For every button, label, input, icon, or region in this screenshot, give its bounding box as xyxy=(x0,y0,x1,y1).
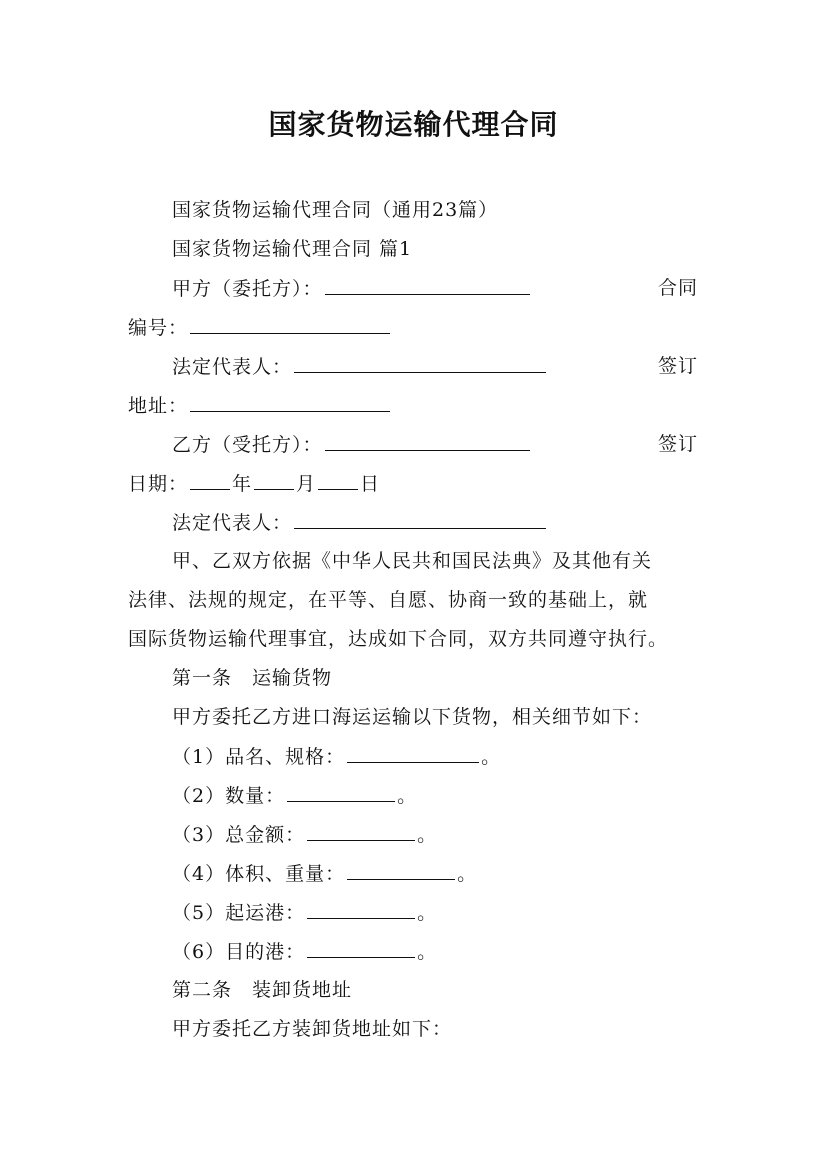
year-blank xyxy=(190,471,230,490)
legal-rep-line xyxy=(172,354,548,379)
item-period: 。 xyxy=(481,746,502,768)
item-period: 。 xyxy=(417,941,438,963)
contract-no-label-part2: 编号： xyxy=(128,317,189,339)
item-blank xyxy=(307,900,415,919)
item-5 xyxy=(172,900,437,925)
party-b-blank xyxy=(325,432,530,451)
item-period: 。 xyxy=(417,824,438,846)
document-title: 国家货物运输代理合同 xyxy=(268,108,559,141)
item-blank xyxy=(307,822,415,841)
section-title: 国家货物运输代理合同 篇1 xyxy=(172,238,413,260)
year-label: 年 xyxy=(232,473,253,495)
party-b-label: 乙方（受托方）： xyxy=(172,434,323,456)
paragraph-1-line-2: 法律、法规的规定，在平等、自愿、协商一致的基础上，就 xyxy=(128,589,649,611)
month-blank xyxy=(254,471,294,490)
paragraph-1-line-3: 国际货物运输代理事宜，达成如下合同，双方共同遵守执行。 xyxy=(128,628,669,650)
item-blank xyxy=(307,939,415,958)
item-1 xyxy=(172,744,501,769)
party-a-line xyxy=(172,276,532,301)
sign-date-label-part1: 签订 xyxy=(658,433,699,455)
legal-rep-b-label: 法定代表人： xyxy=(172,512,293,534)
item-period: 。 xyxy=(417,902,438,924)
item-label: （2）数量： xyxy=(172,785,286,807)
item-label: （5）起运港： xyxy=(172,902,306,924)
contract-no-blank xyxy=(190,315,390,334)
item-period: 。 xyxy=(397,785,418,807)
legal-rep-label: 法定代表人： xyxy=(172,356,293,378)
sign-date-line xyxy=(128,471,380,496)
article-1-text: 甲方委托乙方进口海运运输以下货物，相关细节如下： xyxy=(172,706,653,728)
item-blank xyxy=(347,861,455,880)
party-b-line xyxy=(172,432,532,457)
contract-no-label-part1: 合同 xyxy=(658,277,699,299)
legal-rep-b-blank xyxy=(294,510,546,529)
item-label: （3）总金额： xyxy=(172,824,306,846)
article-2-heading: 第二条 装卸货地址 xyxy=(172,979,353,1001)
article-2-text: 甲方委托乙方装卸货地址如下： xyxy=(172,1018,453,1040)
party-a-label: 甲方（委托方）： xyxy=(172,278,323,300)
item-label: （6）目的港： xyxy=(172,941,306,963)
sign-place-label-part2: 地址： xyxy=(128,395,189,417)
item-blank xyxy=(347,744,479,763)
contract-no-line xyxy=(128,315,392,340)
party-a-blank xyxy=(325,276,530,295)
item-4 xyxy=(172,861,477,886)
month-label: 月 xyxy=(296,473,317,495)
item-2 xyxy=(172,783,417,808)
item-label: （1）品名、规格： xyxy=(172,746,346,768)
paragraph-1-line-1: 甲、乙双方依据《中华人民共和国民法典》及其他有关 xyxy=(172,550,653,572)
document-subtitle: 国家货物运输代理合同（通用23篇） xyxy=(172,199,499,221)
legal-rep-b-line xyxy=(172,510,548,535)
item-period: 。 xyxy=(457,863,478,885)
legal-rep-blank xyxy=(294,354,546,373)
day-blank xyxy=(318,471,358,490)
day-label: 日 xyxy=(360,473,381,495)
article-1-heading: 第一条 运输货物 xyxy=(172,667,333,689)
sign-place-line xyxy=(128,393,392,418)
sign-date-label-part2: 日期： xyxy=(128,473,189,495)
item-label: （4）体积、重量： xyxy=(172,863,346,885)
item-3 xyxy=(172,822,437,847)
sign-place-blank xyxy=(190,393,390,412)
item-blank xyxy=(287,783,395,802)
item-6 xyxy=(172,939,437,964)
sign-place-label-part1: 签订 xyxy=(658,355,699,377)
